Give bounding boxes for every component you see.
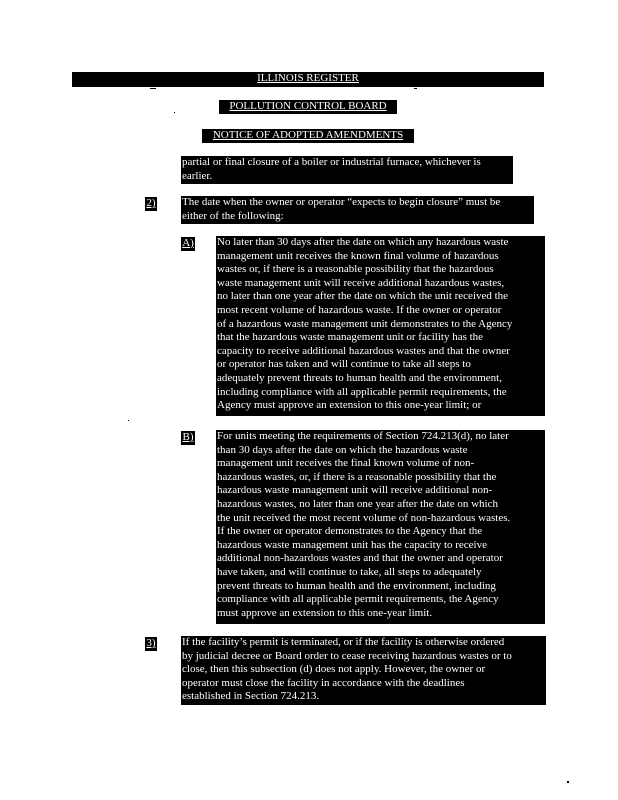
continuation-paragraph (181, 156, 513, 184)
item-3-paragraph (181, 636, 546, 705)
board-title: POLLUTION CONTROL BOARD (229, 100, 387, 112)
text-line: close, then this subsection (d) does not apply. However, the owner or (182, 663, 486, 676)
item-b-paragraph (216, 430, 545, 624)
item-2-paragraph (181, 196, 534, 224)
text-line: wastes or, if there is a reasonable possibility that the hazardous (217, 263, 494, 276)
text-line: by judicial decree or Board order to cease receiving hazardous wastes or to (182, 649, 512, 662)
text-line: most recent volume of hazardous waste. If the owner or operator (217, 303, 502, 316)
scan-speck (150, 88, 156, 89)
text-line: of a hazardous waste management unit demonstrates to the Agency (217, 317, 513, 330)
text-line: the unit received the most recent volume of non-hazardous wastes. (217, 511, 511, 524)
scan-speck (174, 112, 175, 113)
text-line: management unit receives the final known volume of non- (217, 457, 475, 470)
text-line: prevent threats to human health and the environment, including (217, 579, 496, 592)
text-line: have taken, and will continue to take, all steps to adequately (217, 565, 482, 578)
text-line: For units meeting the requirements of Section 724.213(d), no later (217, 430, 509, 442)
text-line: either of the following: (182, 209, 284, 222)
text-line: hazardous waste management unit will receive additional non- (217, 484, 493, 497)
board-header (219, 100, 397, 114)
text-line: capacity to receive additional hazardous wastes and that the owner (217, 344, 510, 357)
text-line: that the hazardous waste management unit or facility has the (217, 331, 484, 344)
text-line: partial or final closure of a boiler or industrial furnace, whichever is (182, 156, 481, 168)
register-header (72, 72, 544, 87)
notice-title: NOTICE OF ADOPTED AMENDMENTS (212, 129, 404, 141)
text-line: earlier. (182, 169, 213, 182)
text-line: established in Section 724.213. (182, 690, 320, 703)
text-line: adequately prevent threats to human health and the environment, (217, 371, 502, 384)
text-line: management unit receives the known final volume of hazardous (217, 249, 499, 262)
item-3-label: 3) (146, 637, 156, 649)
scan-speck (414, 88, 417, 89)
item-b-label: B) (182, 431, 194, 443)
register-title: ILLINOIS REGISTER (257, 72, 359, 84)
text-line: If the facility’s permit is terminated, or if the facility is otherwise ordered (182, 636, 505, 648)
text-line: than 30 days after the date on which the hazardous waste (217, 443, 468, 456)
text-line: operator must close the facility in accordance with the deadlines (182, 676, 465, 689)
text-line: no later than one year after the date on which the unit received the (217, 290, 509, 303)
notice-header (202, 129, 414, 143)
scan-speck (567, 781, 569, 783)
item-a-label: A) (182, 237, 194, 249)
item-2-label: 2) (146, 197, 156, 209)
text-line: or operator has taken and will continue to take all steps to (217, 358, 471, 371)
text-line: Agency must approve an extension to this one-year limit; or (217, 399, 482, 412)
text-line: hazardous wastes, or, if there is a reasonable possibility that the (217, 470, 497, 483)
text-line: including compliance with all applicable permit requirements, the (217, 385, 507, 398)
text-line: hazardous wastes, no later than one year after the date on which (217, 497, 498, 510)
text-line: must approve an extension to this one-year limit. (217, 606, 433, 619)
item-a-paragraph (216, 236, 545, 416)
text-line: The date when the owner or operator “expects to begin closure” must be (182, 196, 501, 208)
text-line: hazardous waste management unit has the capacity to receive (217, 538, 487, 551)
text-line: compliance with all applicable permit requirements, the Agency (217, 593, 499, 606)
text-line: waste management unit will receive additional hazardous wastes, (217, 276, 505, 289)
text-line: If the owner or operator demonstrates to the Agency that the (217, 525, 483, 538)
text-line: additional non-hazardous wastes and that the owner and operator (217, 552, 503, 565)
scan-speck (128, 420, 129, 421)
text-line: No later than 30 days after the date on which any hazardous waste (217, 236, 509, 248)
